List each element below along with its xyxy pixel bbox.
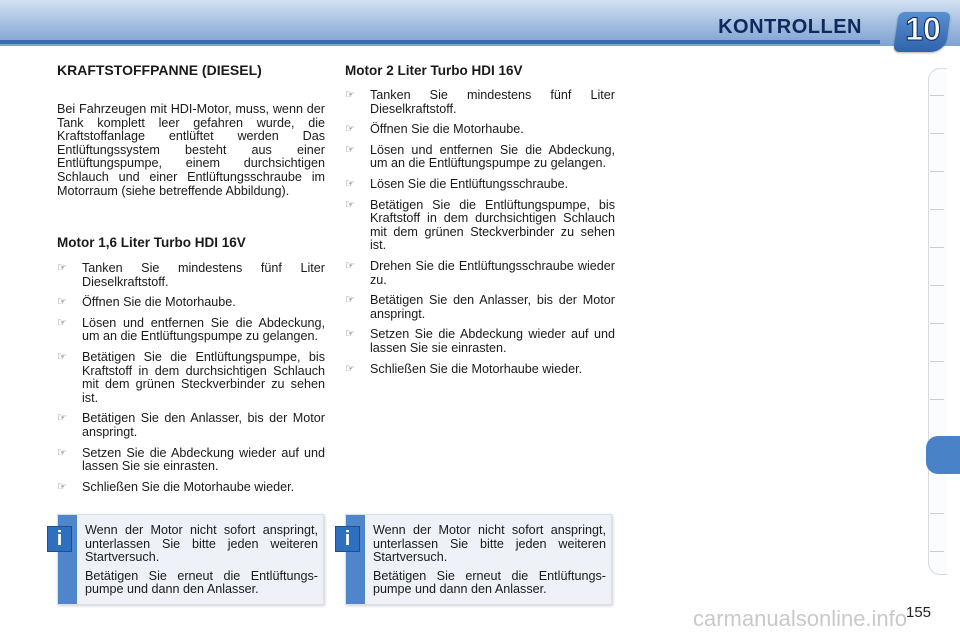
rail-tick: [930, 399, 944, 400]
pointing-hand-icon: ☞: [345, 294, 355, 307]
chapter-index-rail: [928, 68, 947, 575]
pointing-hand-icon: ☞: [345, 259, 355, 272]
chapter-number: 10: [905, 11, 941, 47]
pointing-hand-icon: ☞: [57, 446, 67, 459]
steps-left: [57, 262, 325, 501]
header-line: [0, 40, 880, 44]
pointing-hand-icon: ☞: [57, 350, 67, 363]
info-text: [373, 524, 606, 602]
rail-tick: [930, 209, 944, 210]
pointing-hand-icon: ☞: [345, 177, 355, 190]
rail-tick: [930, 247, 944, 248]
rail-tick: [930, 133, 944, 134]
list-item: ☞ Setzen Sie die Abdeckung wieder auf und lassen Sie sie einrasten.: [345, 327, 615, 355]
steps-right: [345, 89, 615, 383]
pointing-hand-icon: ☞: [57, 296, 67, 309]
info-box-left: [57, 514, 324, 605]
list-item: ☞ Öffnen Sie die Motorhaube.: [57, 295, 236, 310]
list-item: ☞ Setzen Sie die Abdeckung wieder auf und lassen Sie sie einrasten.: [57, 445, 325, 474]
intro-paragraph: Bei Fahrzeugen mit HDI-Motor, muss, wenn der Tank komplett leer gefahren wurde, die Kraftstoffanlage entlüftet werden Das Entlüftungssystem besteht aus einer Entlüftungspumpe, einem durchsichtigen Schlauch und einer Entlüftungsschraube im Motorraum (siehe betreffende Abbildung).: [57, 102, 325, 198]
pointing-hand-icon: ☞: [345, 123, 355, 136]
subheading-left: Motor 1,6 Liter Turbo HDI 16V: [57, 235, 246, 250]
list-item: ☞ Schließen Sie die Motorhaube wieder.: [345, 361, 583, 376]
pointing-hand-icon: ☞: [345, 328, 355, 341]
list-item: ☞ Lösen und entfernen Sie die Abdeckung, um an die Entlüftungspumpe zu gelangen.: [57, 315, 325, 344]
info-icon: i: [47, 526, 72, 552]
rail-tick: [930, 171, 944, 172]
pointing-hand-icon: ☞: [57, 316, 67, 329]
list-item: ☞ Schließen Sie die Motorhaube wieder.: [57, 479, 295, 494]
info-paragraph: Betätigen Sie erneut die Entlüftungspumpe und dann den Anlasser.: [85, 568, 318, 596]
info-icon: i: [335, 526, 360, 552]
active-chapter-tab[interactable]: [926, 436, 960, 474]
info-paragraph: Wenn der Motor nicht sofort anspringt, unterlassen Sie bitte jeden weiteren Startversuch.: [373, 523, 606, 564]
page-number: 155: [906, 604, 932, 621]
chapter-title: KONTROLLEN: [718, 16, 862, 38]
rail-tick: [930, 551, 944, 552]
watermark: carmanualsonline.info: [693, 606, 908, 631]
pointing-hand-icon: ☞: [57, 480, 67, 493]
list-item: ☞ Betätigen Sie die Entlüftungspumpe, bis Kraftstoff in dem durchsichtigen Schlauch mit dem grünen Steckverbinder zu sehen ist.: [345, 197, 615, 253]
list-item: ☞ Lösen und entfernen Sie die Abdeckung, um an die Entlüftungspumpe zu gelangen.: [345, 142, 615, 171]
list-item: ☞ Lösen Sie die Entlüftungsschraube.: [345, 176, 569, 191]
info-paragraph: Wenn der Motor nicht sofort anspringt, unterlassen Sie bitte jeden weiteren Startversuch.: [85, 523, 318, 564]
list-item: ☞ Betätigen Sie die Entlüftungspumpe, bis Kraftstoff in dem durchsichtigen Schlauch mit dem grünen Steckverbinder zu sehen ist.: [57, 349, 325, 405]
list-item: ☞ Tanken Sie mindestens fünf Liter Dieselkraftstoff.: [57, 261, 325, 289]
list-item: ☞ Betätigen Sie den Anlasser, bis der Motor anspringt.: [57, 411, 325, 439]
list-item: ☞ Tanken Sie mindestens fünf Liter Dieselkraftstoff.: [345, 88, 615, 116]
rail-tick: [930, 361, 944, 362]
pointing-hand-icon: ☞: [345, 362, 355, 375]
section-heading: KRAFTSTOFFPANNE (DIESEL): [57, 62, 262, 78]
pointing-hand-icon: ☞: [345, 89, 355, 101]
pointing-hand-icon: ☞: [345, 143, 355, 156]
pointing-hand-icon: ☞: [345, 198, 355, 211]
rail-tick: [930, 323, 944, 324]
subheading-right: Motor 2 Liter Turbo HDI 16V: [345, 63, 523, 78]
list-item: ☞ Öffnen Sie die Motorhaube.: [345, 122, 524, 137]
list-item: ☞ Drehen Sie die Entlüftungsschraube wieder zu.: [345, 258, 615, 287]
rail-tick: [930, 95, 944, 96]
rail-tick: [930, 513, 944, 514]
pointing-hand-icon: ☞: [57, 262, 67, 274]
info-box-right: [345, 514, 612, 605]
info-paragraph: Betätigen Sie erneut die Entlüftungspumpe und dann den Anlasser.: [373, 568, 606, 596]
pointing-hand-icon: ☞: [57, 412, 67, 425]
rail-tick: [930, 285, 944, 286]
info-text: [85, 524, 318, 602]
list-item: ☞ Betätigen Sie den Anlasser, bis der Motor anspringt.: [345, 293, 615, 321]
